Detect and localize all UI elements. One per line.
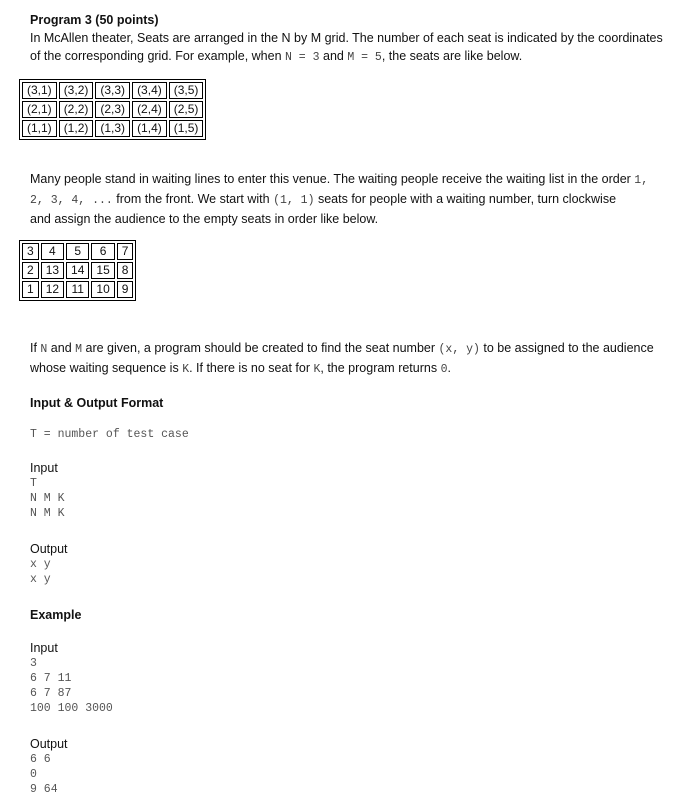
task-n: N [40,343,48,356]
task-text: are given, a program should be created to find the seat number [82,341,439,355]
coord-cell: (1,4) [132,120,167,137]
spiral-cell: 8 [117,262,134,279]
waiting-line3: and assign the audience to the empty seats in order like below. [30,212,379,226]
coord-cell: (3,4) [132,82,167,99]
spiral-cell: 13 [41,262,64,279]
task-text: . [447,361,451,375]
waiting-line1: Many people stand in waiting lines to enter this venue. The waiting people receive the waiting list in the order [30,172,635,186]
spiral-cell: 7 [117,243,134,260]
coord-cell: (3,1) [22,82,57,99]
task-text: whose waiting sequence is [30,361,183,375]
intro-m-value: M = 5 [347,51,382,64]
waiting-order-start: 1, [634,174,649,187]
coord-cell: (1,3) [95,120,130,137]
problem-document [27,12,670,797]
coord-row-3 [22,82,203,99]
waiting-start-seat: (1, 1) [273,194,315,207]
waiting-line2-a: from the front. We start with [112,192,274,206]
coord-cell: (2,1) [22,101,57,118]
task-text: . If there is no seat for [189,361,314,375]
spiral-cell: 14 [66,262,89,279]
waiting-line2-b: seats for people with a waiting number, turn clockwise [314,192,617,206]
coord-cell: (3,2) [59,82,94,99]
coord-cell: (3,3) [95,82,130,99]
waiting-order-seq: 2, 3, 4, ... [30,194,113,207]
input-line: T [30,477,37,490]
spiral-cell: 2 [22,262,39,279]
spiral-cell: 11 [66,281,89,298]
coord-cell: (1,1) [22,120,57,137]
task-m: M [75,343,83,356]
output-label: Output [30,542,68,556]
spiral-cell: 3 [22,243,39,260]
task-k: K [313,363,321,376]
spiral-cell: 15 [91,262,114,279]
intro-line2-a: of the corresponding grid. For example, when [30,49,285,63]
waiting-paragraph [30,170,670,228]
example-input-line: 6 7 87 [30,687,72,700]
task-text: to be assigned to the audience [479,341,654,355]
spiral-row-1 [22,281,133,298]
task-text: If [30,341,41,355]
intro-n-value: N = 3 [285,51,320,64]
coordinate-grid [19,79,206,140]
spiral-grid [19,240,136,301]
example-input-line: 6 7 11 [30,672,72,685]
task-text: and [47,341,76,355]
problem-title: Program 3 (50 points) [30,13,159,27]
spiral-cell: 10 [91,281,114,298]
test-case-definition: T = number of test case [30,428,189,441]
task-paragraph [30,339,670,379]
example-input-line: 3 [30,657,37,670]
intro-line2-c: , the seats are like below. [381,49,523,63]
input-line: N M K [30,492,65,505]
output-line: x y [30,558,51,571]
spiral-cell: 9 [117,281,134,298]
spiral-cell: 4 [41,243,64,260]
spiral-cell: 12 [41,281,64,298]
input-label: Input [30,461,58,475]
intro-line2-b: and [319,49,348,63]
coord-cell: (1,2) [59,120,94,137]
task-zero: 0 [440,363,448,376]
input-line: N M K [30,507,65,520]
example-output-line: 0 [30,768,37,781]
coord-row-2 [22,101,203,118]
task-text: , the program returns [320,361,441,375]
coord-cell: (1,5) [169,120,204,137]
example-input-line: 100 100 3000 [30,702,113,715]
spiral-cell: 5 [66,243,89,260]
coord-cell: (2,3) [95,101,130,118]
example-output-line: 9 64 [30,783,58,796]
intro-line1: In McAllen theater, Seats are arranged in the N by M grid. The number of each seat is indicated by the coordinates [30,31,663,45]
example-output-line: 6 6 [30,753,51,766]
intro-paragraph [30,29,670,67]
spiral-row-2 [22,262,133,279]
spiral-cell: 1 [22,281,39,298]
example-input-label: Input [30,641,58,655]
output-line: x y [30,573,51,586]
example-output-label: Output [30,737,68,751]
spiral-row-3 [22,243,133,260]
coord-cell: (3,5) [169,82,204,99]
coord-cell: (2,5) [169,101,204,118]
coord-row-1 [22,120,203,137]
task-k: K [182,363,190,376]
spiral-cell: 6 [91,243,114,260]
task-xy: (x, y) [438,343,480,356]
coord-cell: (2,2) [59,101,94,118]
coord-cell: (2,4) [132,101,167,118]
example-heading: Example [30,608,82,622]
io-format-heading: Input & Output Format [30,396,164,410]
